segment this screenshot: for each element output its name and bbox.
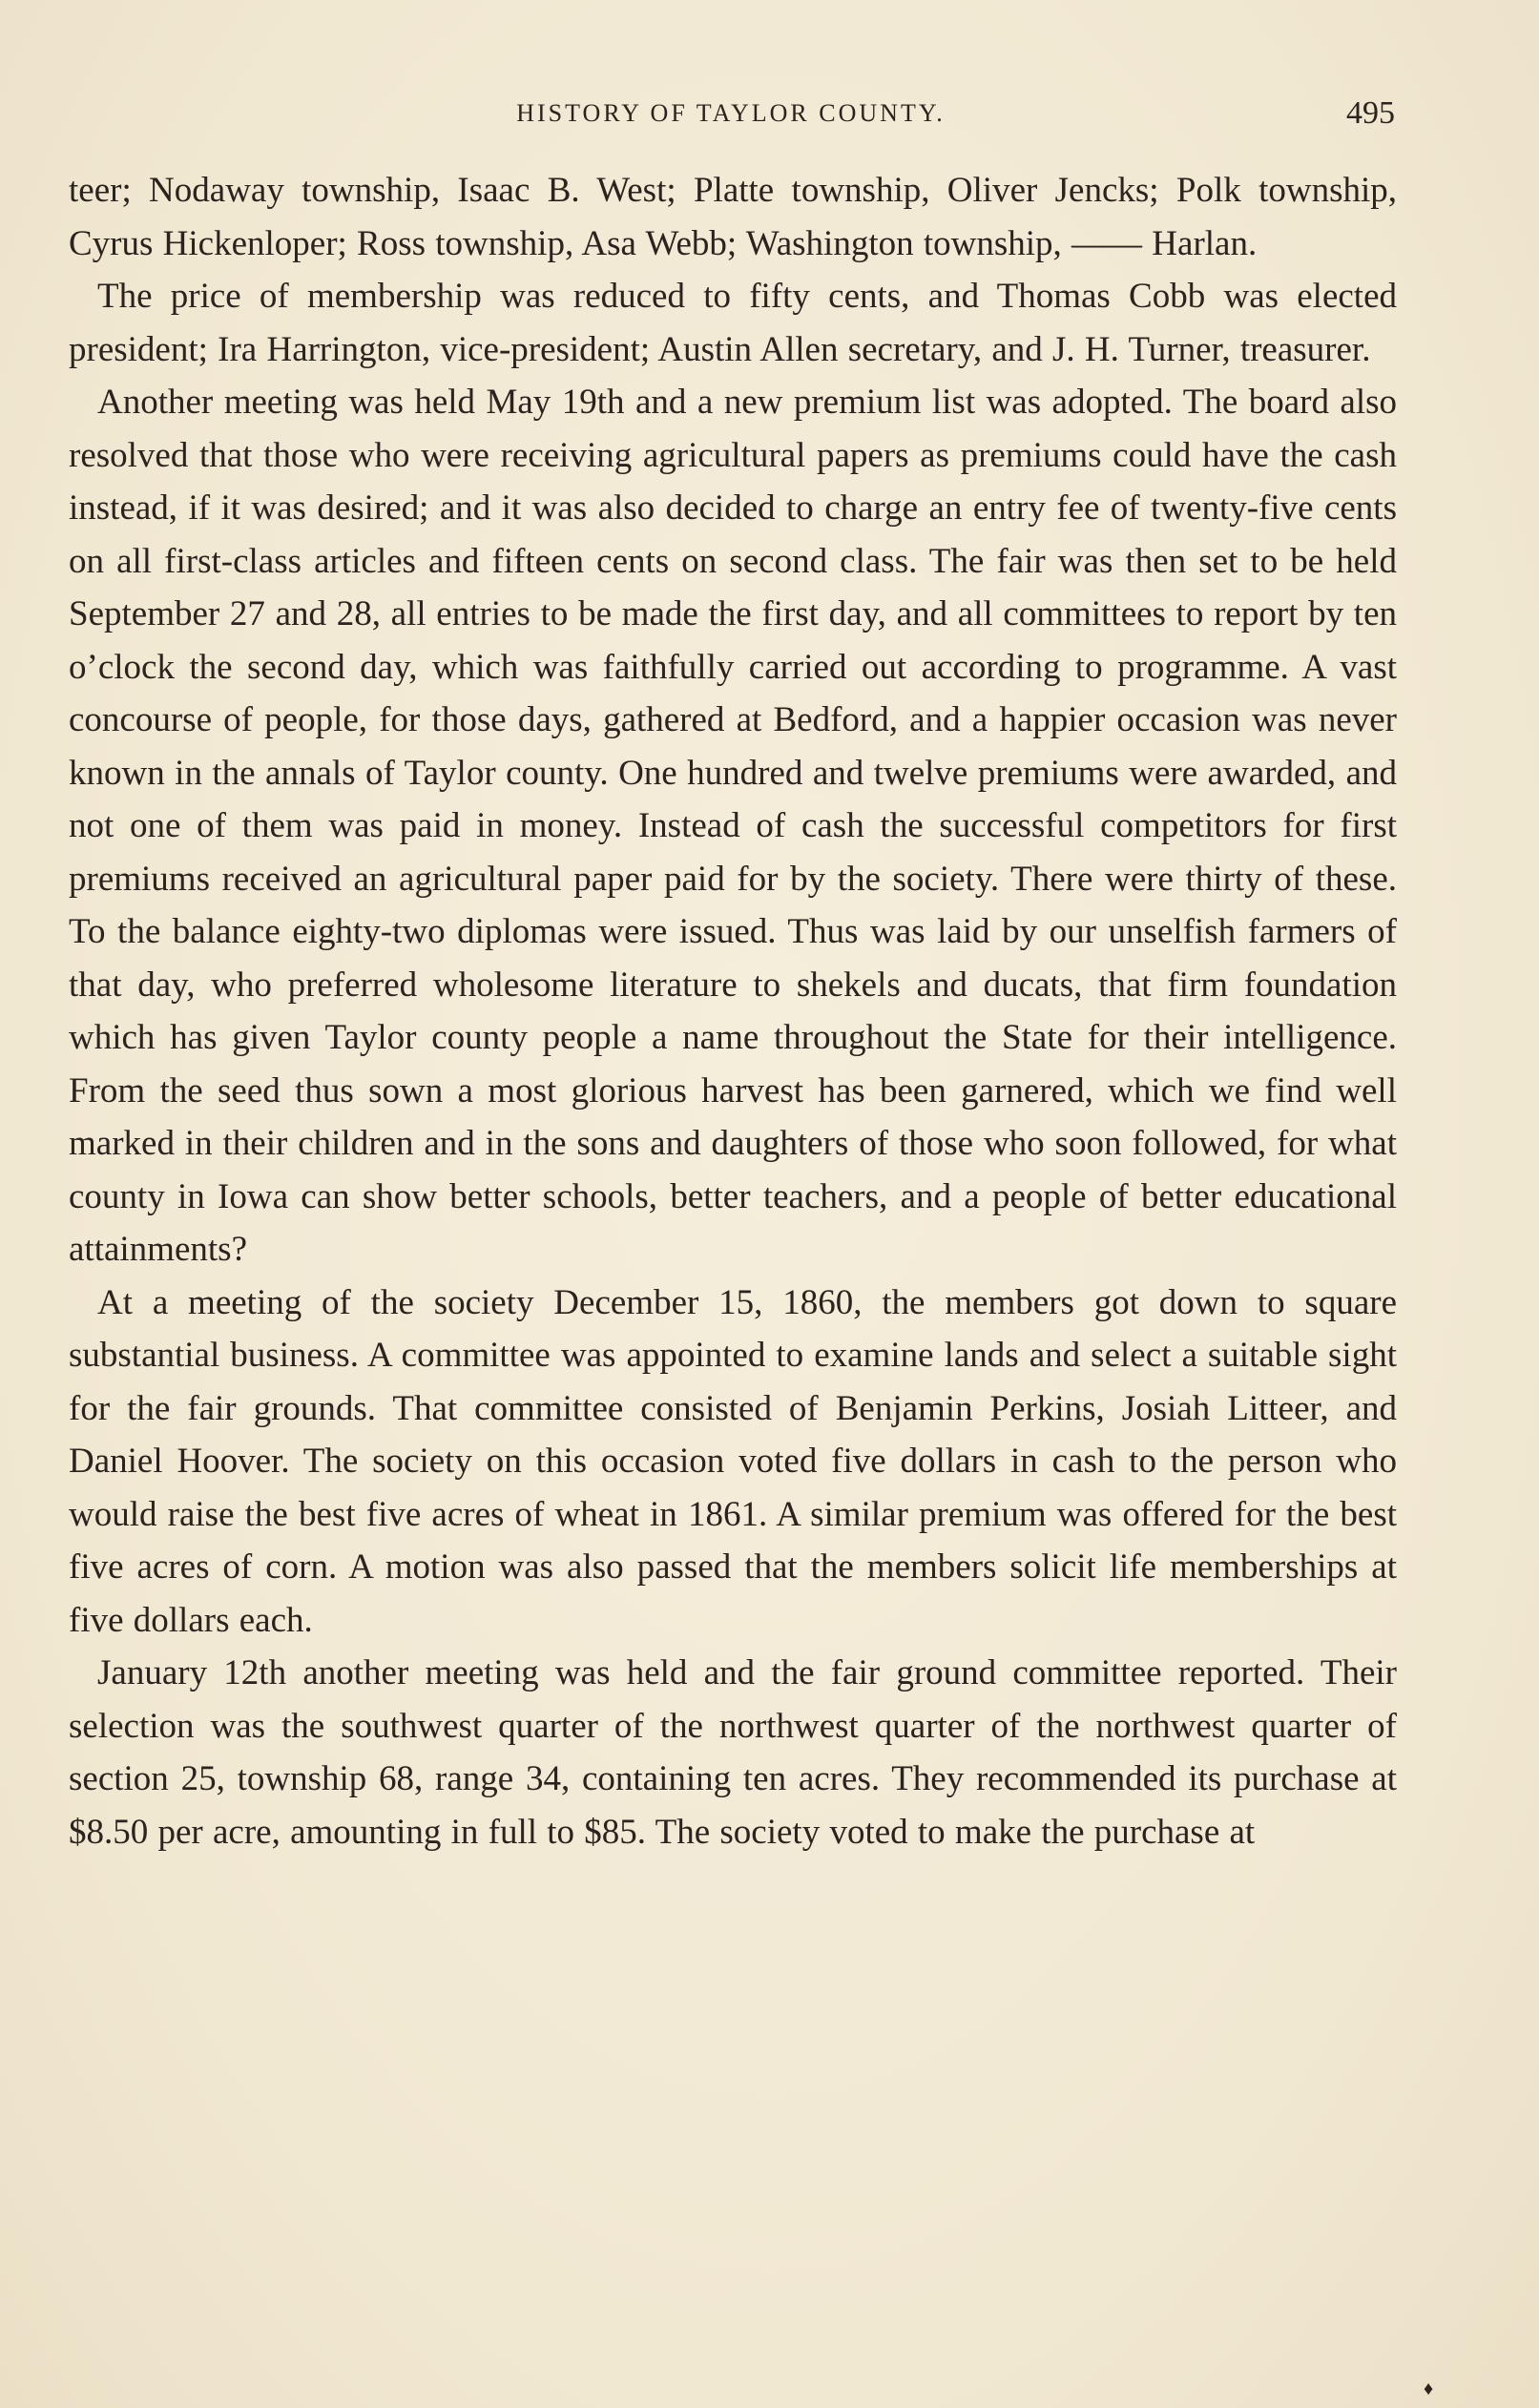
signature-mark: ♦ — [1424, 2378, 1434, 2399]
running-head: HISTORY OF TAYLOR COUNTY. — [516, 99, 946, 127]
page-header — [67, 92, 1395, 135]
body-text — [69, 164, 1397, 1858]
paragraph-3: Another meeting was held May 19th and a new premium list was adopted. The board also resolved that those who were receiving agricultural papers as premiums could have the cash instead, if it was desired; and it was also decided to charge an entry fee of twenty-five cents on all first-class articles and fifteen cents on second class. The fair was then set to be held September 27 and 28, all entries to be made the first day, and all committees to report by ten o’clock the second day, which was faithfully carried out according to programme. A vast concourse of people, for those days, gathered at Bedford, and a happier occasion was never known in the annals of Taylor county. One hundred and twelve premiums were awarded, and not one of them was paid in money. Instead of cash the successful competitors for first premiums received an agricultural paper paid for by the society. There were thirty of these. To the balance eighty-two diplomas were issued. Thus was laid by our unselfish farmers of that day, who preferred wholesome literature to shekels and ducats, that firm foundation which has given Taylor county people a name throughout the State for their intelligence. From the seed thus sown a most glorious harvest has been garnered, which we find well marked in their children and in the sons and daughters of those who soon followed, for what county in Iowa can show better schools, better teachers, and a people of better educational attainments? — [69, 383, 1397, 1269]
paragraph-2: The price of membership was reduced to fifty cents, and Thomas Cobb was elected president; Ira Harrington, vice-president; Austin Allen secretary, and J. H. Turner, treasurer. — [69, 277, 1397, 369]
paragraph-4: At a meeting of the society December 15, 1860, the members got down to square substantial business. A committee was appointed to examine lands and select a suitable sight for the fair grounds. That committee consisted of Benjamin Perkins, Josiah Litteer, and Daniel Hoover. The society on this occasion voted five dollars in cash to the person who would raise the best five acres of wheat in 1861. A similar premium was offered for the best five acres of corn. A motion was also passed that the members solicit life memberships at five dollars each. — [69, 1282, 1397, 1640]
paragraph-5: January 12th another meeting was held and the fair ground committee reported. Their selection was the southwest quarter of the northwest quarter of the northwest quarter of section 25, township 68, range 34, containing ten acres. They recommended its purchase at $8.50 per acre, amounting in full to $85. The society voted to make the purchase at — [69, 1653, 1397, 1852]
paragraph-1: teer; Nodaway township, Isaac B. West; Platte township, Oliver Jencks; Polk township, Cyrus Hickenloper; Ross township, Asa Webb; Washington township, —— Harlan. — [69, 171, 1397, 263]
page-number: 495 — [1346, 95, 1395, 131]
